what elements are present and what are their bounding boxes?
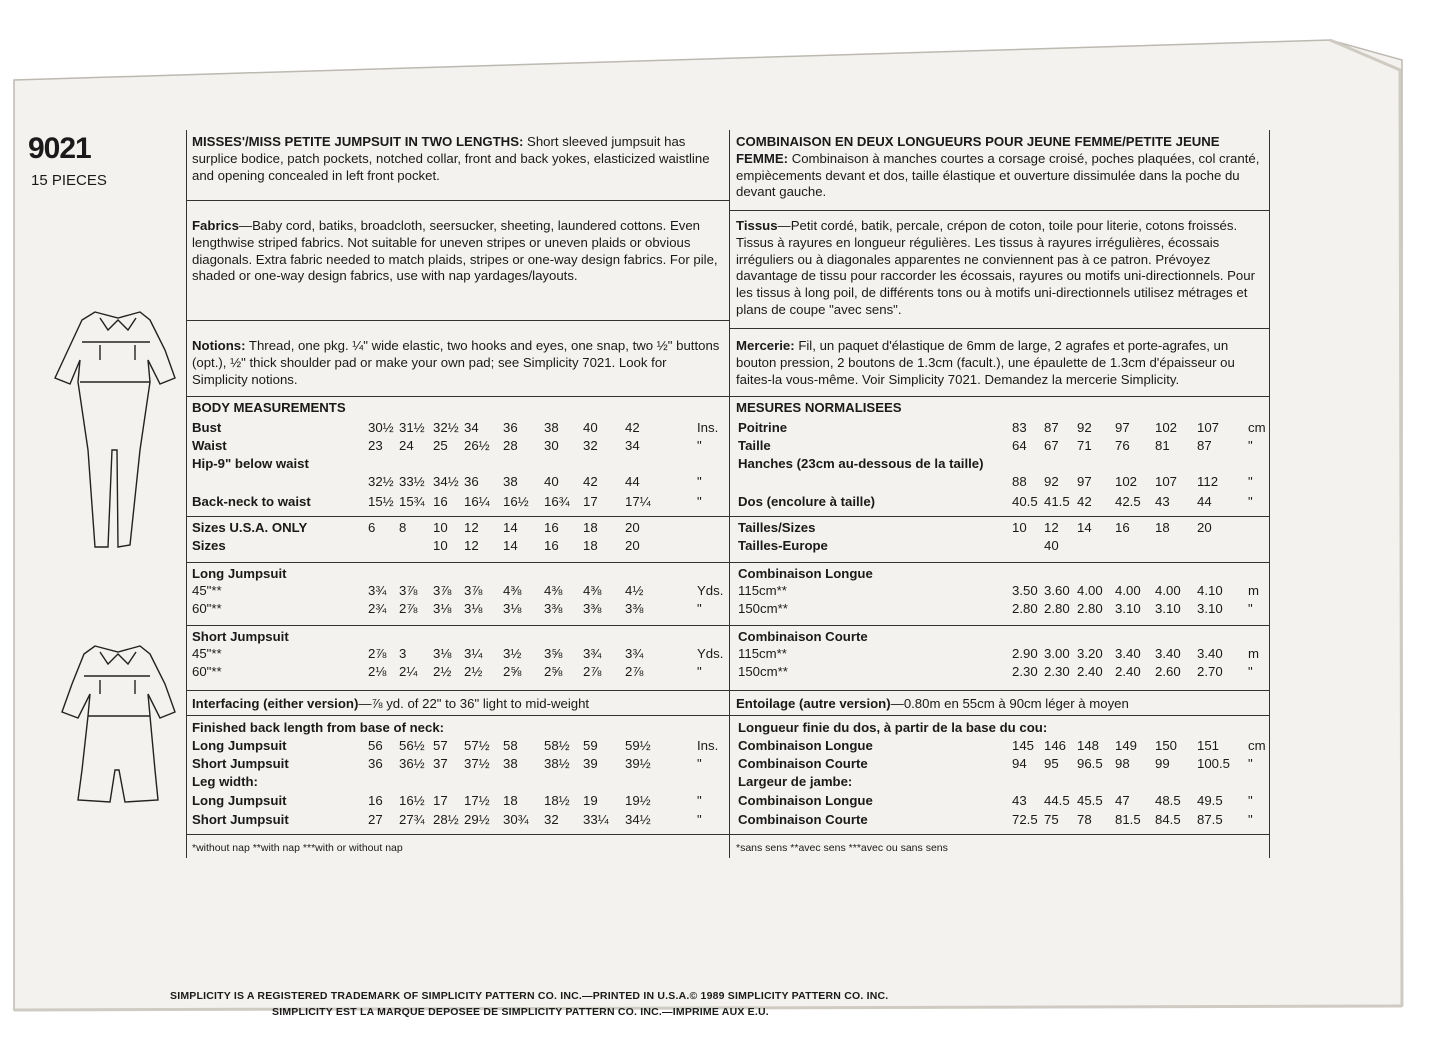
en-fabrics: Fabrics—Baby cord, batiks, broadcloth, seersucker, sheeting, laundered cottons. Even lengthwise striped fabrics. Not suitable for uneven stripes or uneven plaids or obvious diagonals. Extra fabric needed to match plaids, stripes or one-way design fabrics. For pile, shaded or one-way design fabrics, use with nap yardages/layouts. <box>192 218 718 284</box>
row-label: 45"** <box>192 646 222 661</box>
cell-value: 42 <box>583 474 598 489</box>
cell-value: 3⅛ <box>433 646 452 661</box>
cell-value: 41.5 <box>1044 494 1070 509</box>
cell-value: 38 <box>503 474 518 489</box>
cell-value: 94 <box>1012 756 1027 771</box>
cell-value: 2.40 <box>1077 664 1103 679</box>
cell-value: 32½ <box>368 474 394 489</box>
cell-value: 19 <box>583 793 598 808</box>
cell-value: 81.5 <box>1115 812 1141 827</box>
row-label: 60"** <box>192 664 222 679</box>
cell-value: 72.5 <box>1012 812 1038 827</box>
row-label: Back-neck to waist <box>192 494 311 509</box>
divider <box>186 396 729 397</box>
row-label: Long Jumpsuit <box>192 738 287 753</box>
cell-value: 33¼ <box>583 812 609 827</box>
row-label: Short Jumpsuit <box>192 629 289 644</box>
cell-value: 87 <box>1044 420 1059 435</box>
cell-value: 16¼ <box>464 494 490 509</box>
cell-value: 40 <box>583 420 598 435</box>
cell-value: 3⅝ <box>544 646 563 661</box>
row-label: Short Jumpsuit <box>192 812 289 827</box>
cell-value: 10 <box>433 538 448 553</box>
row-label: Sizes U.S.A. ONLY <box>192 520 308 535</box>
unit-label: " <box>697 812 702 827</box>
cell-value: 2½ <box>464 664 483 679</box>
unit-label: " <box>1248 601 1253 616</box>
cell-value: 3½ <box>503 646 522 661</box>
cell-value: 29½ <box>464 812 490 827</box>
cell-value: 34½ <box>433 474 459 489</box>
cell-value: 37½ <box>464 756 490 771</box>
cell-value: 146 <box>1044 738 1067 753</box>
cell-value: 3⅞ <box>433 583 452 598</box>
unit-label: " <box>1248 664 1253 679</box>
row-label: Hip-9" below waist <box>192 456 309 471</box>
cell-value: 4.00 <box>1155 583 1181 598</box>
cell-value: 12 <box>1044 520 1059 535</box>
cell-value: 3¼ <box>464 646 483 661</box>
cell-value: 6 <box>368 520 376 535</box>
row-label: Leg width: <box>192 774 258 789</box>
cell-value: 3⅛ <box>433 601 452 616</box>
cell-value: 92 <box>1077 420 1092 435</box>
cell-value: 58 <box>503 738 518 753</box>
cell-value: 88 <box>1012 474 1027 489</box>
row-label: Tailles-Europe <box>738 538 828 553</box>
cell-value: 42 <box>1077 494 1092 509</box>
unit-label: " <box>697 474 702 489</box>
cell-value: 75 <box>1044 812 1059 827</box>
cell-value: 43 <box>1155 494 1170 509</box>
cell-value: 2.60 <box>1155 664 1181 679</box>
cell-value: 2⅛ <box>368 664 387 679</box>
cell-value: 38½ <box>544 756 570 771</box>
cell-value: 100.5 <box>1197 756 1231 771</box>
cell-value: 16 <box>544 538 559 553</box>
cell-value: 76 <box>1115 438 1130 453</box>
pieces-count: 15 PIECES <box>31 172 107 189</box>
cell-value: 8 <box>399 520 407 535</box>
unit-label: " <box>697 664 702 679</box>
cell-value: 3⅜ <box>583 601 602 616</box>
row-label: Tailles/Sizes <box>738 520 816 535</box>
cell-value: 3⅞ <box>464 583 483 598</box>
fr-notions: Mercerie: Fil, un paquet d'élastique de 6mm de large, 2 agrafes et porte-agrafes, un bouton pression, 2 boutons de 1.3cm (facult.), une épaulette de 1.3cm d'épaisseur ou faites-la vous-même. Voir Simplicity 7021. Demandez la mercerie Simplicity. <box>736 338 1235 387</box>
cell-value: 81 <box>1155 438 1170 453</box>
unit-label: cm <box>1248 420 1266 435</box>
cell-value: 32 <box>544 812 559 827</box>
cell-value: 3.10 <box>1115 601 1141 616</box>
cell-value: 42 <box>625 420 640 435</box>
cell-value: 36 <box>368 756 383 771</box>
row-label: Long Jumpsuit <box>192 793 287 808</box>
cell-value: 151 <box>1197 738 1220 753</box>
cell-value: 48.5 <box>1155 793 1181 808</box>
cell-value: 18 <box>1155 520 1170 535</box>
cell-value: 17¼ <box>625 494 651 509</box>
unit-label: m <box>1248 646 1259 661</box>
cell-value: 36 <box>464 474 479 489</box>
cell-value: 2⅞ <box>625 664 644 679</box>
row-label: Poitrine <box>738 420 788 435</box>
cell-value: 3¾ <box>368 583 387 598</box>
cell-value: 32½ <box>433 420 459 435</box>
cell-value: 24 <box>399 438 414 453</box>
row-label: 150cm** <box>738 664 788 679</box>
cell-value: 39 <box>583 756 598 771</box>
cell-value: 36½ <box>399 756 425 771</box>
cell-value: 64 <box>1012 438 1027 453</box>
cell-value: 107 <box>1197 420 1220 435</box>
cell-value: 4⅜ <box>583 583 602 598</box>
cell-value: 20 <box>1197 520 1212 535</box>
row-label: Finished back length from base of neck: <box>192 720 445 735</box>
cell-value: 2¾ <box>368 601 387 616</box>
cell-value: 2⅞ <box>583 664 602 679</box>
unit-label: " <box>697 793 702 808</box>
cell-value: 3.20 <box>1077 646 1103 661</box>
cell-value: 30¾ <box>503 812 529 827</box>
cell-value: 2½ <box>433 664 452 679</box>
cell-value: 28 <box>503 438 518 453</box>
cell-value: 57½ <box>464 738 490 753</box>
unit-label: " <box>697 494 702 509</box>
cell-value: 37 <box>433 756 448 771</box>
row-label: 60"** <box>192 601 222 616</box>
cell-value: 23 <box>368 438 383 453</box>
cell-value: 10 <box>1012 520 1027 535</box>
cell-value: 43 <box>1012 793 1027 808</box>
divider <box>729 396 1269 397</box>
cell-value: 3¾ <box>625 646 644 661</box>
cell-value: 3.10 <box>1197 601 1223 616</box>
row-label: Combinaison Longue <box>738 793 873 808</box>
divider <box>729 210 1269 211</box>
unit-label: " <box>1248 438 1253 453</box>
unit-label: Yds. <box>697 646 724 661</box>
row-label: Combinaison Courte <box>738 812 868 827</box>
cell-value: 49.5 <box>1197 793 1223 808</box>
cell-value: 36 <box>503 420 518 435</box>
cell-value: 71 <box>1077 438 1092 453</box>
cell-value: 4⅜ <box>503 583 522 598</box>
cell-value: 3.50 <box>1012 583 1038 598</box>
divider <box>186 690 1269 691</box>
row-label: Combinaison Courte <box>738 756 868 771</box>
cell-value: 14 <box>503 538 518 553</box>
cell-value: 149 <box>1115 738 1138 753</box>
unit-label: cm <box>1248 738 1266 753</box>
cell-value: 26½ <box>464 438 490 453</box>
unit-label: " <box>1248 756 1253 771</box>
row-label: Sizes <box>192 538 226 553</box>
row-label: Waist <box>192 438 227 453</box>
fr-interfacing: Entoilage (autre version)—0.80m en 55cm à 90cm léger à moyen <box>736 696 1129 711</box>
divider <box>186 715 1269 716</box>
row-label: Long Jumpsuit <box>192 566 287 581</box>
row-label: 45"** <box>192 583 222 598</box>
cell-value: 10 <box>433 520 448 535</box>
right-divider <box>1269 130 1270 858</box>
en-title: MISSES'/MISS PETITE JUMPSUIT IN TWO LENGTHS: <box>192 134 524 149</box>
cell-value: 17 <box>433 793 448 808</box>
cell-value: 84.5 <box>1155 812 1181 827</box>
cell-value: 16 <box>1115 520 1130 535</box>
cell-value: 4.10 <box>1197 583 1223 598</box>
cell-value: 42.5 <box>1115 494 1141 509</box>
cell-value: 20 <box>625 538 640 553</box>
cell-value: 67 <box>1044 438 1059 453</box>
cell-value: 15½ <box>368 494 394 509</box>
divider <box>186 625 1269 626</box>
unit-label: " <box>697 756 702 771</box>
cell-value: 34 <box>464 420 479 435</box>
cell-value: 38 <box>503 756 518 771</box>
unit-label: Ins. <box>697 738 719 753</box>
cell-value: 17 <box>583 494 598 509</box>
row-label: Largeur de jambe: <box>738 774 853 789</box>
unit-label: " <box>697 438 702 453</box>
cell-value: 57 <box>433 738 448 753</box>
cell-value: 2.30 <box>1044 664 1070 679</box>
cell-value: 18 <box>583 520 598 535</box>
unit-label: " <box>1248 793 1253 808</box>
en-body-header: BODY MEASUREMENTS <box>192 400 346 415</box>
en-notions: Notions: Thread, one pkg. ¼" wide elastic, two hooks and eyes, one snap, two ½" buttons (opt.), ½" thick shoulder pad or make your own pad; see Simplicity 7021. Look for Simplicity notions. <box>192 338 720 387</box>
unit-label: m <box>1248 583 1259 598</box>
cell-value: 40.5 <box>1012 494 1038 509</box>
cell-value: 3.00 <box>1044 646 1070 661</box>
row-label: 115cm** <box>738 646 787 661</box>
cell-value: 14 <box>503 520 518 535</box>
cell-value: 83 <box>1012 420 1027 435</box>
cell-value: 40 <box>544 474 559 489</box>
cell-value: 58½ <box>544 738 570 753</box>
cell-value: 25 <box>433 438 448 453</box>
cell-value: 56 <box>368 738 383 753</box>
row-label: Bust <box>192 420 222 435</box>
cell-value: 87.5 <box>1197 812 1223 827</box>
fr-fabrics: Tissus—Petit cordé, batik, percale, crépon de coton, toile pour literie, cotons froissés. Tissus à rayures en longueur régulières. Les tissus à rayures irrégulières, écossais irréguliers ou à diagonales apparentes ne conviennent pas à ce patron. Prévoyez davantage de tissu pour raccorder les écossais, rayures ou motifs uni-directionnels. Pour les tissus à long poil, de différents tons ou à motifs uni-directionnels utilisez métrages et plans de coupe "avec sens". <box>736 218 1255 317</box>
cell-value: 3⅜ <box>625 601 644 616</box>
cell-value: 16¾ <box>544 494 570 509</box>
cell-value: 112 <box>1197 474 1219 489</box>
cell-value: 2¼ <box>399 664 418 679</box>
footer-trademark-en: SIMPLICITY IS A REGISTERED TRADEMARK OF SIMPLICITY PATTERN CO. INC.—PRINTED IN U.S.A.© 1989 SIMPLICITY PATTERN CO. INC. <box>170 990 889 1002</box>
cell-value: 16½ <box>503 494 529 509</box>
cell-value: 96.5 <box>1077 756 1103 771</box>
row-label: 150cm** <box>738 601 788 616</box>
unit-label: " <box>1248 812 1253 827</box>
cell-value: 2.90 <box>1012 646 1038 661</box>
cell-value: 4½ <box>625 583 644 598</box>
cell-value: 34½ <box>625 812 651 827</box>
cell-value: 98 <box>1115 756 1130 771</box>
cell-value: 2.30 <box>1012 664 1038 679</box>
cell-value: 4.00 <box>1077 583 1103 598</box>
cell-value: 12 <box>464 538 479 553</box>
cell-value: 34 <box>625 438 640 453</box>
cell-value: 28½ <box>433 812 459 827</box>
cell-value: 3⅜ <box>544 601 563 616</box>
divider <box>186 562 1269 563</box>
cell-value: 19½ <box>625 793 651 808</box>
row-label: Combinaison Longue <box>738 738 873 753</box>
fr-description: COMBINAISON EN DEUX LONGUEURS POUR JEUNE FEMME/PETITE JEUNE FEMME: Combinaison à manches courtes a corsage croisé, poches plaquées, col cranté, empiècements devant et dos, taille élastique et ouverture dissimulée dans la poche du devant gauche. <box>736 134 1260 200</box>
unit-label: Yds. <box>697 583 724 598</box>
cell-value: 27 <box>368 812 383 827</box>
unit-label: " <box>1248 494 1253 509</box>
cell-value: 33½ <box>399 474 425 489</box>
cell-value: 3.60 <box>1044 583 1070 598</box>
cell-value: 45.5 <box>1077 793 1103 808</box>
cell-value: 4.00 <box>1115 583 1141 598</box>
cell-value: 17½ <box>464 793 490 808</box>
cell-value: 97 <box>1077 474 1092 489</box>
cell-value: 16 <box>544 520 559 535</box>
row-label: Longueur finie du dos, à partir de la base du cou: <box>738 720 1048 735</box>
row-label: Hanches (23cm au-dessous de la taille) <box>738 456 984 471</box>
fr-footnote: *sans sens **avec sens ***avec ou sans sens <box>736 842 948 854</box>
cell-value: 44 <box>1197 494 1212 509</box>
en-description: MISSES'/MISS PETITE JUMPSUIT IN TWO LENGTHS: Short sleeved jumpsuit has surplice bodice, patch pockets, notched collar, front and back yokes, elasticized waistline and opening concealed in left front pocket. <box>192 134 710 183</box>
cell-value: 18 <box>583 538 598 553</box>
cell-value: 15¾ <box>399 494 425 509</box>
cell-value: 18 <box>503 793 518 808</box>
en-footnote: *without nap **with nap ***with or without nap <box>192 842 403 854</box>
cell-value: 102 <box>1115 474 1138 489</box>
cell-value: 38 <box>544 420 559 435</box>
divider <box>729 328 1269 329</box>
cell-value: 3⅞ <box>399 583 418 598</box>
divider <box>186 834 1269 835</box>
cell-value: 99 <box>1155 756 1170 771</box>
cell-value: 47 <box>1115 793 1130 808</box>
cell-value: 44.5 <box>1044 793 1070 808</box>
cell-value: 39½ <box>625 756 651 771</box>
cell-value: 3.40 <box>1155 646 1181 661</box>
row-label: Combinaison Longue <box>738 566 873 581</box>
cell-value: 3.40 <box>1115 646 1141 661</box>
left-divider <box>186 130 187 858</box>
unit-label: " <box>1248 474 1253 489</box>
cell-value: 44 <box>625 474 640 489</box>
fr-body-header: MESURES NORMALISEES <box>736 400 902 415</box>
cell-value: 18½ <box>544 793 570 808</box>
cell-value: 3.10 <box>1155 601 1181 616</box>
cell-value: 16½ <box>399 793 425 808</box>
center-divider <box>729 130 730 858</box>
cell-value: 2⅞ <box>399 601 418 616</box>
cell-value: 95 <box>1044 756 1059 771</box>
cell-value: 56½ <box>399 738 425 753</box>
cell-value: 150 <box>1155 738 1178 753</box>
row-label: Dos (encolure à taille) <box>738 494 876 509</box>
cell-value: 32 <box>583 438 598 453</box>
cell-value: 145 <box>1012 738 1035 753</box>
cell-value: 2⅝ <box>544 664 563 679</box>
pattern-number: 9021 <box>28 132 91 165</box>
cell-value: 3.40 <box>1197 646 1223 661</box>
row-label: Combinaison Courte <box>738 629 868 644</box>
cell-value: 2⅞ <box>368 646 387 661</box>
cell-value: 107 <box>1155 474 1178 489</box>
cell-value: 40 <box>1044 538 1059 553</box>
cell-value: 2.80 <box>1044 601 1070 616</box>
unit-label: " <box>697 601 702 616</box>
cell-value: 30 <box>544 438 559 453</box>
cell-value: 78 <box>1077 812 1092 827</box>
cell-value: 2.80 <box>1077 601 1103 616</box>
cell-value: 3⅛ <box>503 601 522 616</box>
cell-value: 2.80 <box>1012 601 1038 616</box>
fr-title: COMBINAISON EN DEUX LONGUEURS POUR JEUNE FEMME/PETITE JEUNE FEMME: <box>736 134 1220 166</box>
footer-trademark-fr: SIMPLICITY EST LA MARQUE DEPOSEE DE SIMPLICITY PATTERN CO. INC.—IMPRIME AUX E.U. <box>272 1006 769 1018</box>
cell-value: 59 <box>583 738 598 753</box>
cell-value: 14 <box>1077 520 1092 535</box>
cell-value: 27¾ <box>399 812 425 827</box>
row-label: Taille <box>738 438 771 453</box>
row-label: Short Jumpsuit <box>192 756 289 771</box>
cell-value: 12 <box>464 520 479 535</box>
divider <box>186 320 729 321</box>
cell-value: 92 <box>1044 474 1059 489</box>
cell-value: 4⅜ <box>544 583 563 598</box>
cell-value: 102 <box>1155 420 1178 435</box>
row-label: 115cm** <box>738 583 787 598</box>
cell-value: 2.70 <box>1197 664 1223 679</box>
cell-value: 59½ <box>625 738 651 753</box>
cell-value: 16 <box>368 793 383 808</box>
cell-value: 3 <box>399 646 407 661</box>
cell-value: 87 <box>1197 438 1212 453</box>
cell-value: 20 <box>625 520 640 535</box>
cell-value: 97 <box>1115 420 1130 435</box>
en-interfacing: Interfacing (either version)—⅞ yd. of 22" to 36" light to mid-weight <box>192 696 590 711</box>
cell-value: 3⅛ <box>464 601 483 616</box>
divider <box>186 516 1269 517</box>
cell-value: 3¾ <box>583 646 602 661</box>
divider <box>186 200 729 201</box>
cell-value: 30½ <box>368 420 394 435</box>
cell-value: 31½ <box>399 420 425 435</box>
cell-value: 148 <box>1077 738 1100 753</box>
unit-label: Ins. <box>697 420 719 435</box>
cell-value: 16 <box>433 494 448 509</box>
cell-value: 2.40 <box>1115 664 1141 679</box>
cell-value: 2⅝ <box>503 664 522 679</box>
